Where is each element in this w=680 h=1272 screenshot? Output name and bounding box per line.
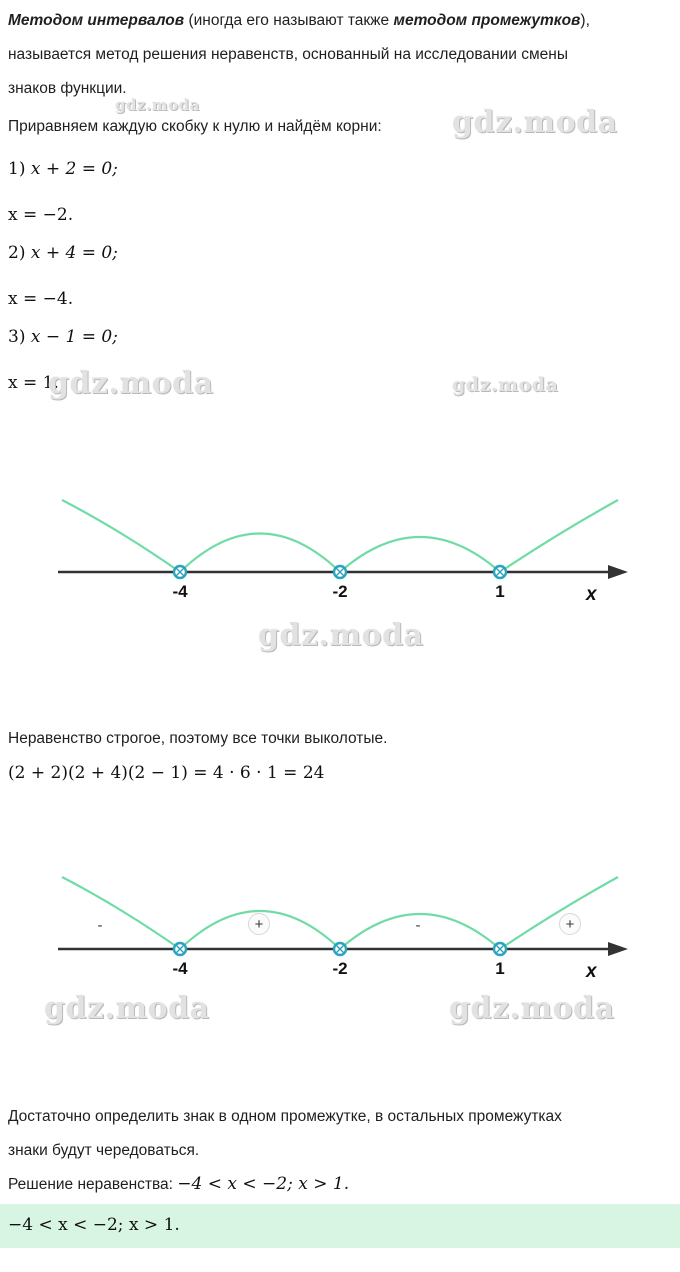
intro-rest-2: ),	[580, 12, 590, 29]
intro-line-2: называется метод решения неравенств, основанный на исследовании смены	[8, 46, 568, 63]
root-equation-2	[8, 236, 118, 270]
root-eq-text-2: x + 4 = 0;	[30, 243, 118, 263]
alternation-line-2: знаки будут чередоваться.	[8, 1142, 200, 1159]
root-block-1	[8, 152, 118, 232]
term-method-of-gaps: методом промежутков	[393, 12, 581, 29]
note-strict-inequality: Неравенство строгое, поэтому все точки выколотые.	[8, 730, 388, 747]
curve-segment-right	[500, 877, 618, 949]
intro-rest-1: (иногда его называют также	[184, 12, 394, 29]
curve-segment-mid-2	[340, 537, 500, 572]
interval-sign-4: +	[559, 913, 581, 935]
tick-label-minus4: -4	[172, 959, 188, 978]
tick-label-minus2: -2	[332, 959, 348, 978]
root-index-3: 3)	[8, 327, 26, 347]
root-block-3	[8, 320, 118, 400]
check-calculation: (2 + 2)(2 + 4)(2 − 1) = 4 · 6 · 1 = 24	[8, 763, 325, 783]
axis-arrow	[608, 942, 628, 956]
root-eq-text-1: x + 2 = 0;	[30, 159, 118, 179]
solution-label: Решение неравенства:	[8, 1176, 178, 1193]
tick-label-1: 1	[495, 582, 505, 601]
axis-label-x: x	[586, 961, 597, 982]
root-solution-2: x = −4.	[8, 289, 74, 309]
watermark: gdz.moda	[452, 105, 618, 140]
tick-label-1: 1	[495, 959, 505, 978]
root-equation-1	[8, 152, 118, 186]
axis-arrow	[608, 565, 628, 579]
interval-sign-2: +	[248, 913, 270, 935]
number-line-signs	[0, 865, 680, 1035]
root-solution-1: x = −2.	[8, 205, 74, 225]
curve-segment-left	[62, 877, 180, 949]
watermark: gdz.moda	[44, 991, 210, 1026]
root-eq-text-3: x − 1 = 0;	[30, 327, 118, 347]
watermark: gdz.moda	[452, 374, 559, 396]
root-index-1: 1)	[8, 159, 26, 179]
answer-value: −4 < x < −2; x > 1.	[8, 1215, 180, 1235]
tick-label-minus2: -2	[332, 582, 348, 601]
root-equation-3	[8, 320, 118, 354]
watermark: gdz.moda	[48, 366, 214, 401]
watermark: gdz.moda	[258, 618, 424, 653]
number-line-roots	[0, 490, 680, 660]
watermark: gdz.moda	[115, 96, 200, 114]
instruction-line: Приравняем каждую скобку к нулю и найдём корни:	[8, 118, 382, 135]
watermark: gdz.moda	[449, 991, 615, 1026]
tick-label-minus4: -4	[172, 582, 188, 601]
curve-segment-mid-1	[180, 534, 340, 573]
curve-segment-right	[500, 500, 618, 572]
term-method-of-intervals: Методом интервалов	[8, 12, 185, 29]
root-block-2	[8, 236, 118, 316]
root-index-2: 2)	[8, 243, 26, 263]
solution-value: −4 < x < −2; x > 1.	[177, 1174, 350, 1194]
interval-sign-3: -	[415, 917, 421, 934]
curve-segment-left	[62, 500, 180, 572]
alternation-line-1: Достаточно определить знак в одном промежутке, в остальных промежутках	[8, 1108, 562, 1125]
intro-line-3: знаков функции.	[8, 80, 127, 97]
intro-paragraph	[8, 4, 672, 106]
axis-label-x: x	[586, 584, 597, 605]
solution-line	[8, 1168, 349, 1202]
intro-line-1	[8, 4, 672, 38]
root-solution-3: x = 1.	[8, 373, 59, 393]
interval-sign-1: -	[97, 917, 103, 934]
answer-highlight-bar	[0, 1204, 680, 1248]
